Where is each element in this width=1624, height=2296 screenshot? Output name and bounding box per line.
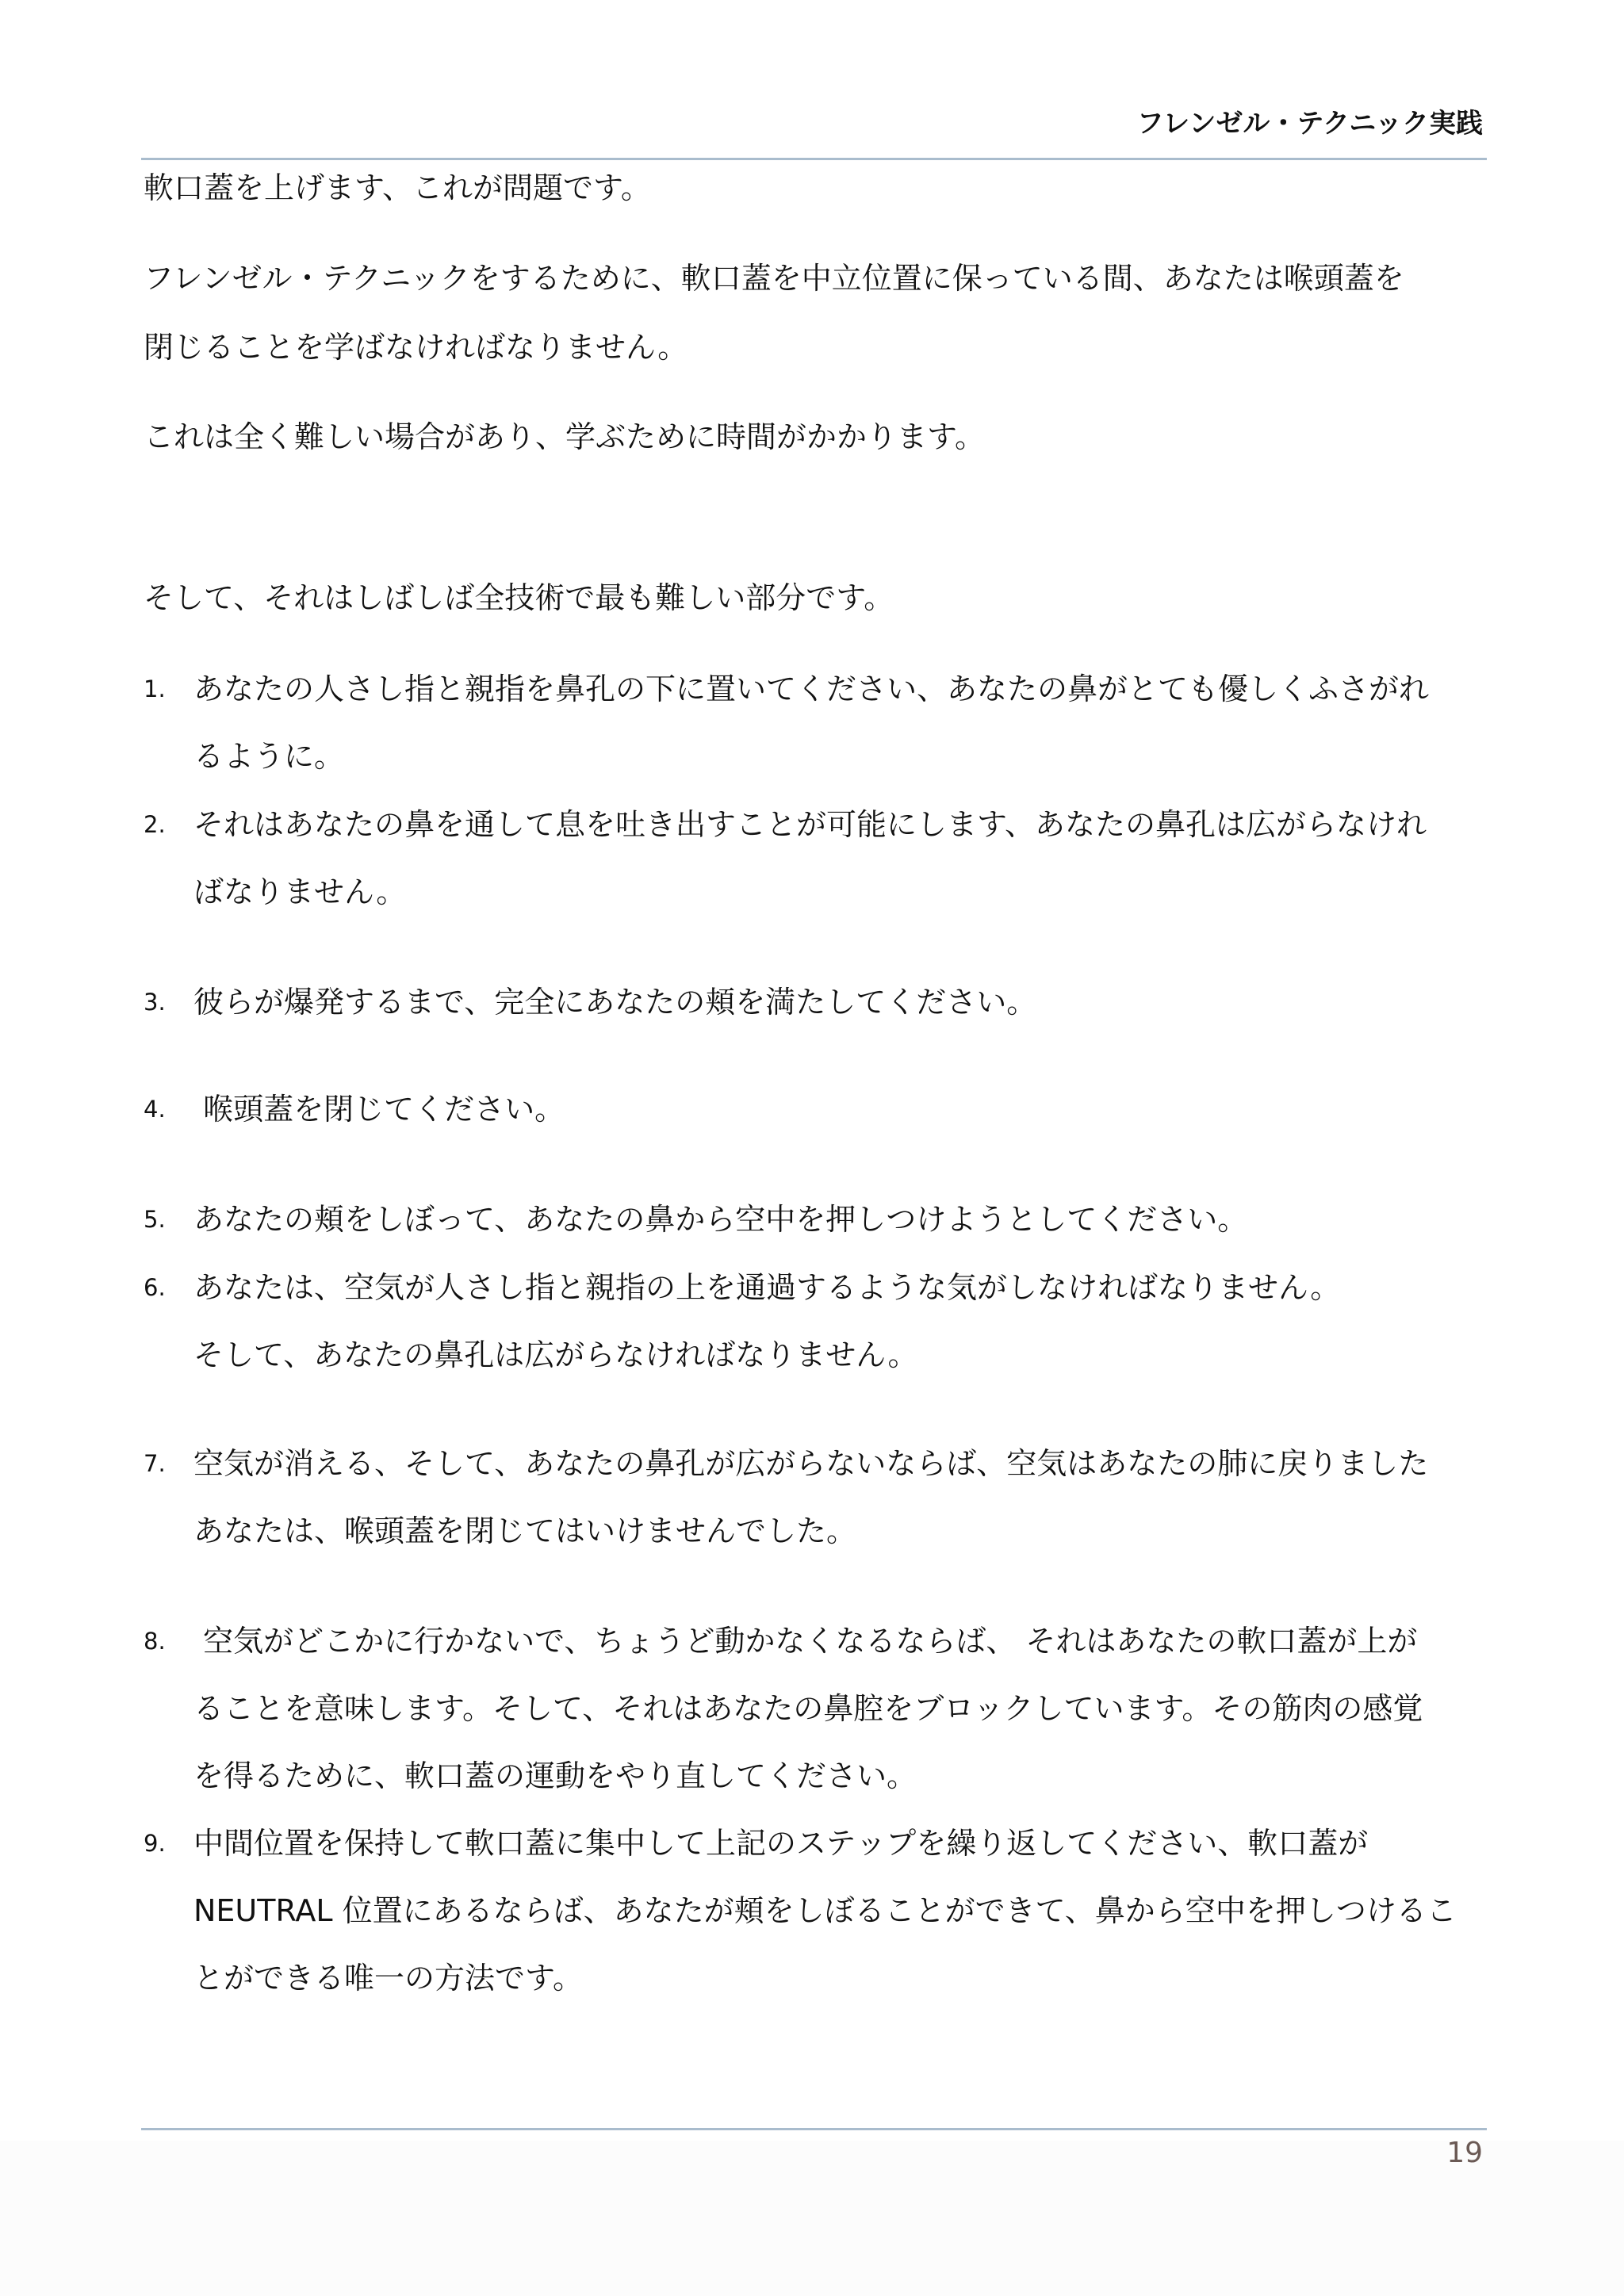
step-line: を得るために、軟口蓋の運動をやり直してください。 (193, 1758, 917, 1793)
step-line: あなたの頬をしぼって、あなたの鼻から空中を押しつけようとしてください。 (193, 1202, 1248, 1237)
step-number: 4. (144, 1096, 166, 1123)
step-line: 喉頭蓋を閉じてください。 (193, 1092, 565, 1127)
paragraph-line: そして、それはしばしば全技術で最も難しい部分です。 (144, 580, 894, 615)
step-number: 2. (144, 811, 166, 838)
step-line: あなたは、喉頭蓋を閉じてはいけませんでした。 (193, 1513, 857, 1548)
step-number: 8. (144, 1628, 166, 1655)
paragraph-line: 軟口蓋を上げます、これが問題です。 (144, 170, 651, 205)
paragraph-line: フレンゼル・テクニックをするために、軟口蓋を中立位置に保っている間、あなたは喉頭蓋を (144, 261, 1404, 296)
step-line: あなたの人さし指と親指を鼻孔の下に置いてください、あなたの鼻がとても優しくふさがれ (193, 672, 1430, 706)
running-header: フレンゼル・テクニック実践 (1136, 108, 1483, 140)
paragraph-line: 閉じることを学ばなければなりません。 (144, 330, 688, 365)
step-line: それはあなたの鼻を通して息を吐き出すことが可能にします、あなたの鼻孔は広がらなけれ (193, 807, 1427, 842)
step-number: 1. (144, 675, 166, 702)
step-number: 7. (144, 1450, 166, 1477)
paragraph-line: これは全く難しい場合があり、学ぶために時間がかかります。 (144, 419, 985, 454)
step-number: 3. (144, 989, 166, 1016)
footer-area (0, 2141, 1624, 2296)
step-line: あなたは、空気が人さし指と親指の上を通過するような気がしなければなりません。 (193, 1270, 1341, 1305)
step-line: 空気がどこかに行かないで、ちょうど動かなくなるならば、 それはあなたの軟口蓋が上が (193, 1624, 1418, 1659)
step-number: 5. (144, 1206, 166, 1233)
step-line: 彼らが爆発するまで、完全にあなたの頬を満たしてください。 (193, 985, 1037, 1020)
header-rule (141, 158, 1487, 160)
footer-rule (141, 2128, 1487, 2130)
step-line: NEUTRAL 位置にあるならば、あなたが頬をしぼることができて、鼻から空中を押しつけるこ (193, 1893, 1457, 1928)
step-number: 9. (144, 1830, 166, 1857)
step-line: とができる唯一の方法です。 (193, 1961, 583, 1996)
step-line: るように。 (193, 739, 345, 774)
page-number: 19 (1446, 2137, 1483, 2169)
step-line: 空気が消える、そして、あなたの鼻孔が広がらないならば、空気はあなたの肺に戻りました (193, 1446, 1429, 1481)
step-line: 中間位置を保持して軟口蓋に集中して上記のステップを繰り返してください、軟口蓋が (193, 1826, 1369, 1861)
step-number: 6. (144, 1274, 166, 1301)
step-line: ばなりません。 (193, 874, 407, 909)
step-line: ることを意味します。そして、それはあなたの鼻腔をブロックしています。その筋肉の感覚 (193, 1691, 1423, 1726)
step-line: そして、あなたの鼻孔は広がらなければなりません。 (193, 1337, 918, 1372)
